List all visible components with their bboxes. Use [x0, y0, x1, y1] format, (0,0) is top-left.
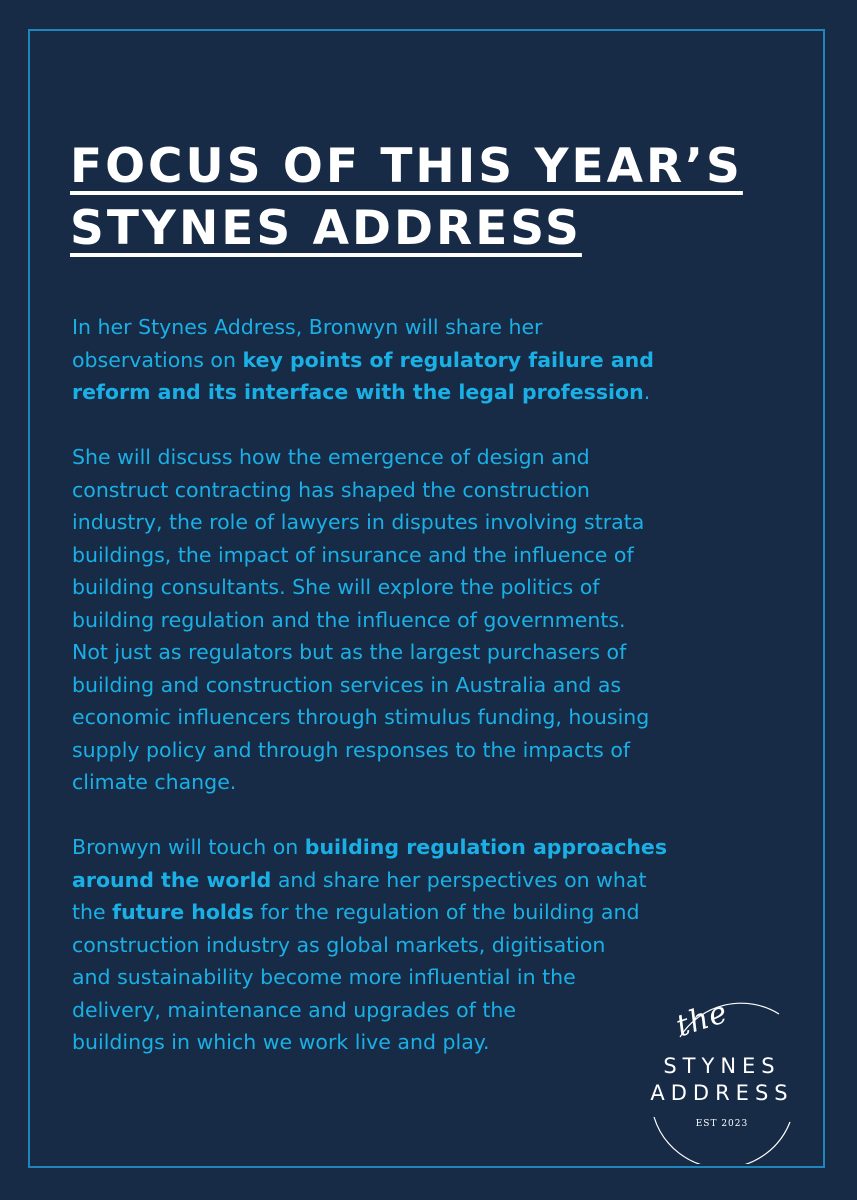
- paragraph-line: delivery, maintenance and upgrades of the: [72, 997, 517, 1022]
- logo-word-stynes: STYNES: [663, 1054, 781, 1078]
- emphasis-text: key points of regulatory failure and: [242, 347, 654, 372]
- stynes-address-logo-icon: [622, 992, 822, 1164]
- logo-est-text: EST 2023: [695, 1119, 749, 1129]
- logo-script-text: the: [671, 994, 733, 1045]
- paragraph-line: supply policy and through responses to the impacts of: [72, 737, 631, 762]
- paragraph-line: building consultants. She will explore the politics of: [72, 575, 600, 599]
- paragraph-line: climate change.: [72, 770, 237, 794]
- logo-word-address: ADDRESS: [650, 1081, 794, 1105]
- body-text: [72, 311, 802, 1059]
- paragraph-line: She will discuss how the emergence of design and: [72, 445, 590, 469]
- paragraph-line: Not just as regulators but as the largest purchasers of: [72, 640, 627, 664]
- paragraph-2: [72, 441, 802, 799]
- paragraph-line: Bronwyn will touch on building regulation approaches: [72, 835, 668, 859]
- title-line-1: FOCUS OF THIS YEAR’S: [70, 139, 743, 194]
- paragraph-line: around the world and share her perspectives on what: [72, 867, 647, 892]
- paragraph-line: construct contracting has shaped the construction: [72, 477, 590, 502]
- title-line-2: STYNES ADDRESS: [70, 201, 582, 256]
- paragraph-line: observations on key points of regulatory failure and: [72, 347, 654, 372]
- paragraph-line: and sustainability become more influential in the: [72, 965, 576, 989]
- paragraph-line: buildings in which we work live and play.: [72, 1030, 490, 1054]
- paragraph-line: building and construction services in Australia and as: [72, 672, 622, 697]
- emphasis-text: reform and its interface with the legal profession: [72, 380, 644, 404]
- page-title: [70, 136, 743, 260]
- paragraph-line: construction industry as global markets, digitisation: [72, 932, 606, 957]
- paragraph-line: the future holds for the regulation of the building and: [72, 900, 640, 924]
- paragraph-line: In her Stynes Address, Bronwyn will share her: [72, 315, 543, 339]
- paragraph-line: economic influencers through stimulus funding, housing: [72, 705, 650, 729]
- paragraph-1: [72, 311, 802, 409]
- paragraph-line: reform and its interface with the legal profession.: [72, 380, 651, 404]
- paragraph-line: building regulation and the influence of governments.: [72, 607, 626, 632]
- paragraph-line: buildings, the impact of insurance and the influence of: [72, 542, 634, 567]
- emphasis-text: around the world: [72, 867, 272, 892]
- emphasis-text: building regulation approaches: [304, 835, 668, 859]
- paragraph-line: industry, the role of lawyers in disputes involving strata: [72, 510, 645, 534]
- emphasis-text: future holds: [112, 900, 254, 924]
